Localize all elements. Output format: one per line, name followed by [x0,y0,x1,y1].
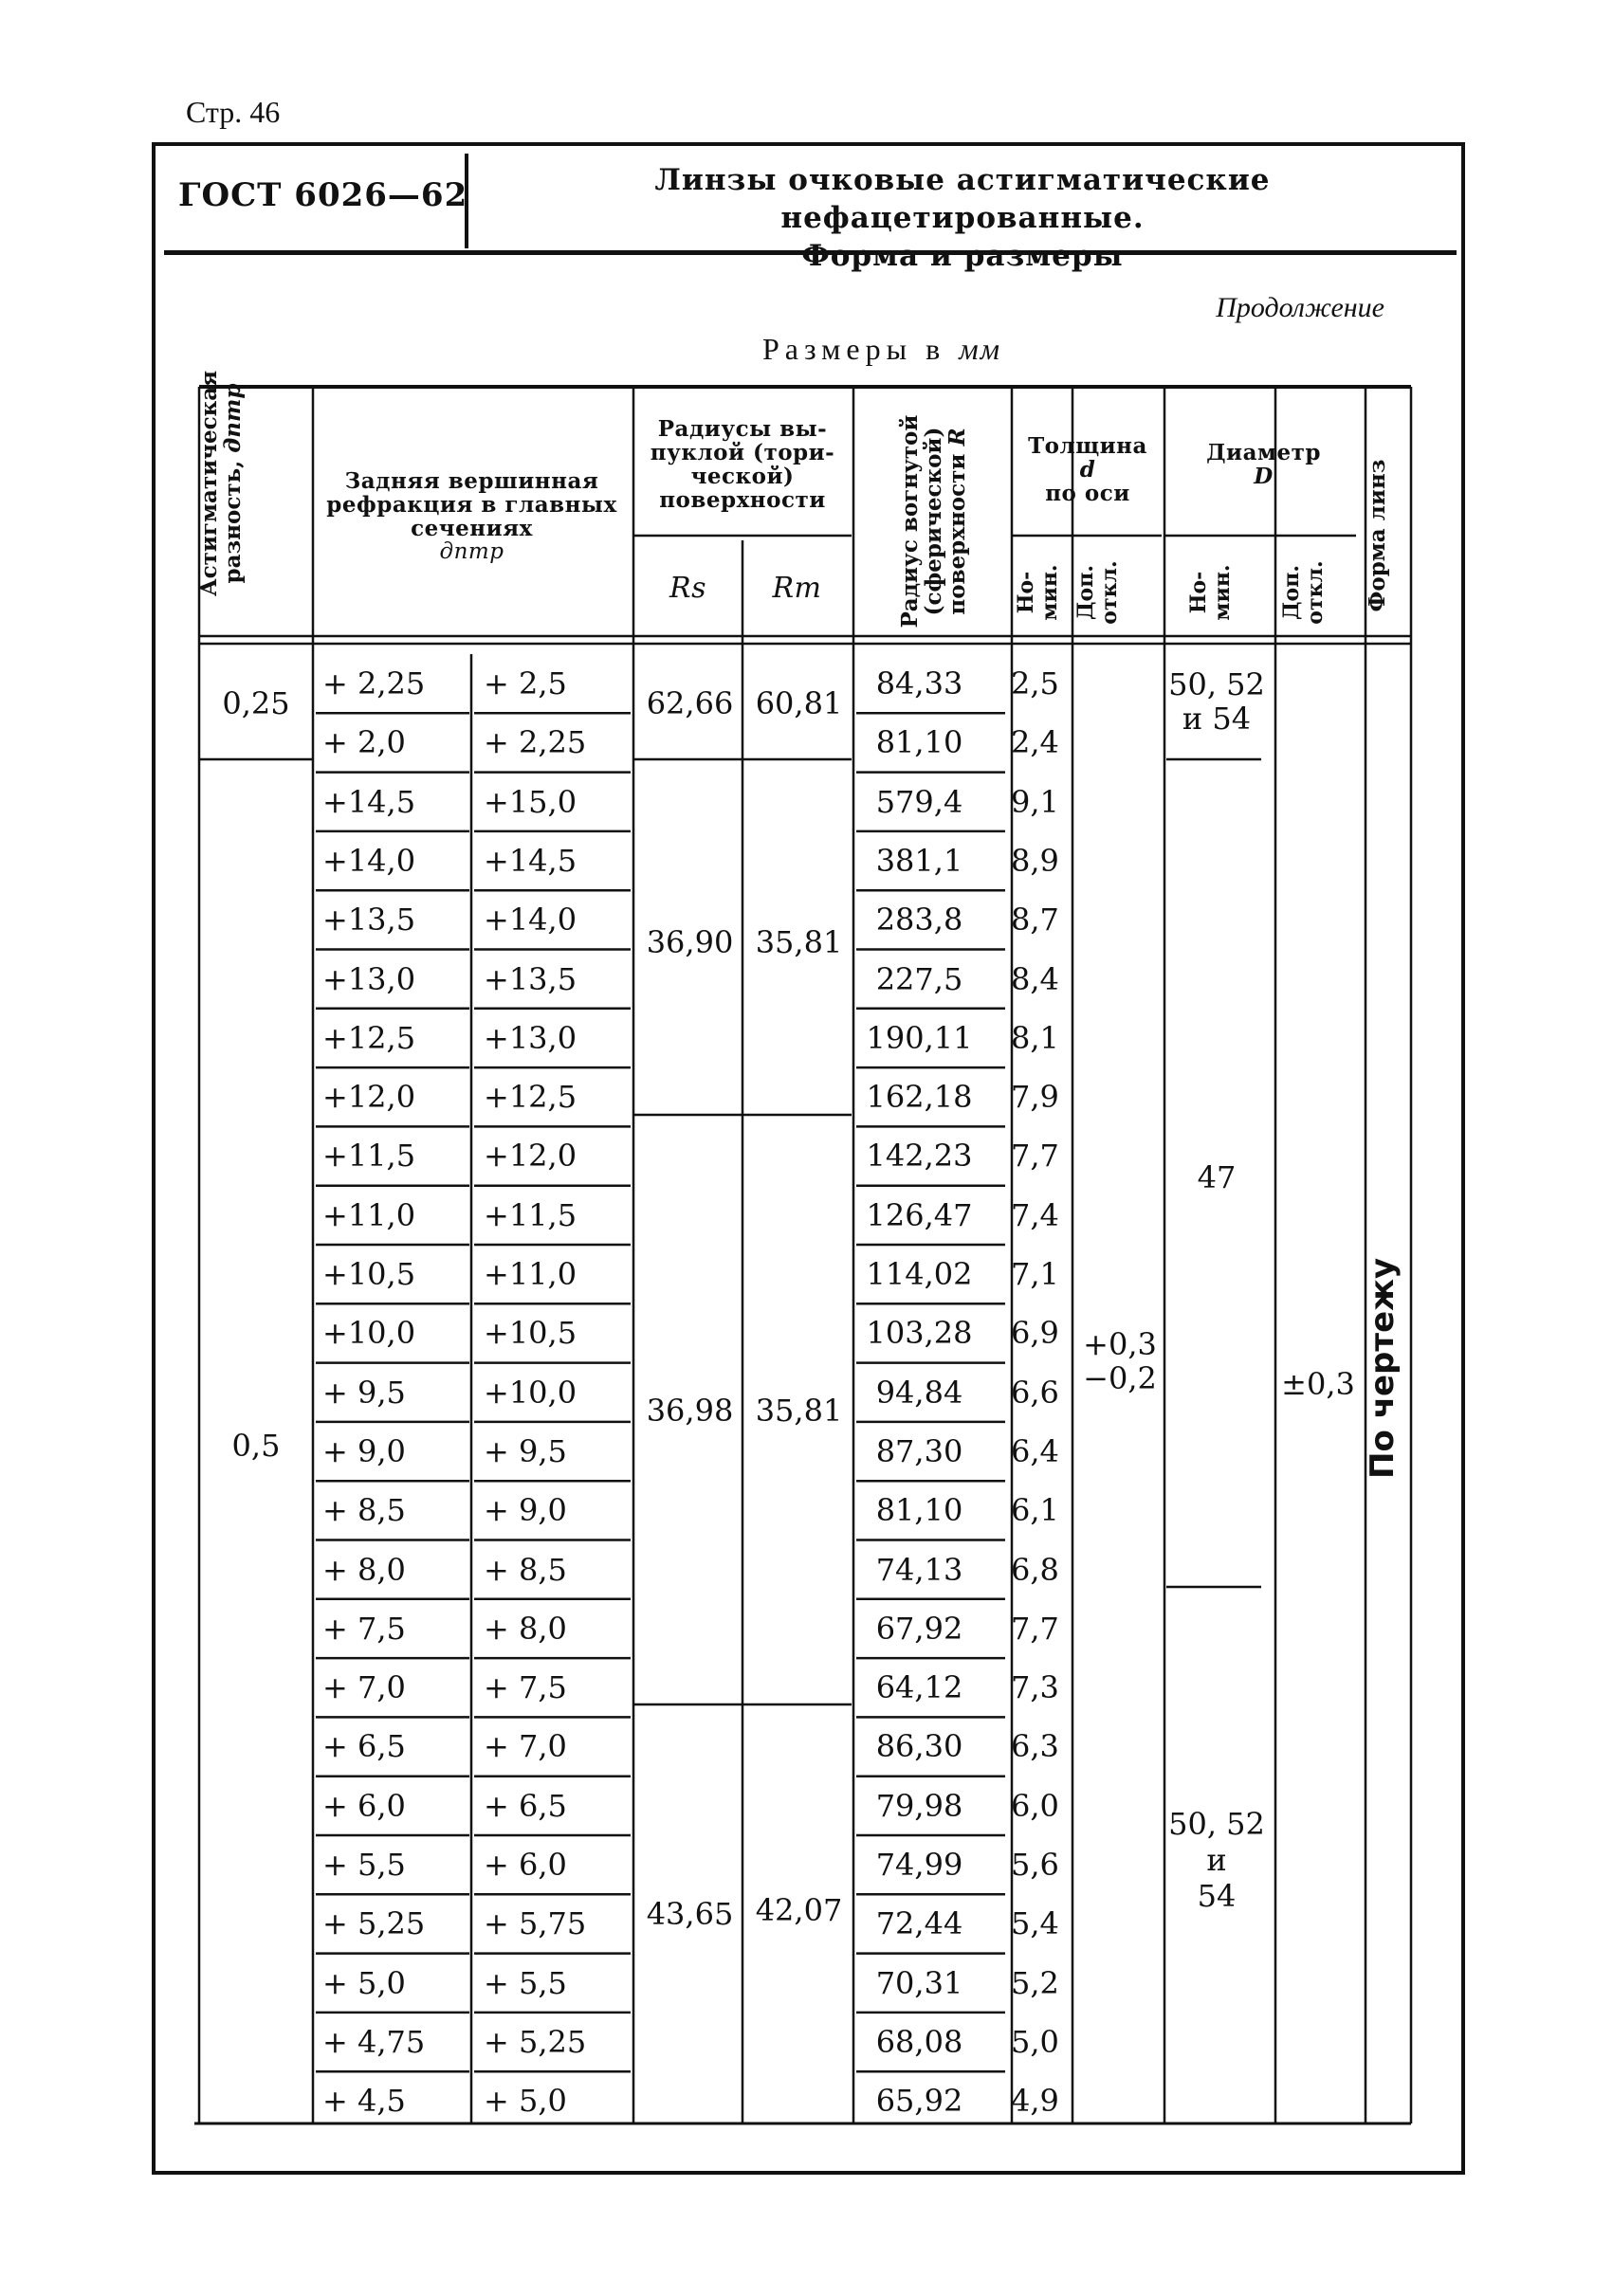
cell-thickness-22: 5,2 [1011,1964,1059,2001]
cell-concave-radius-6: 190,11 [866,1019,973,1056]
cell-thickness-20: 5,6 [1011,1847,1059,1883]
cell-thickness-8: 7,7 [1011,1138,1059,1175]
cell-concave-radius-12: 94,84 [875,1374,963,1411]
cell-thickness-18: 6,3 [1011,1728,1059,1765]
header-astig-line2: разность, [220,460,246,584]
cell-refraction-1-0: + 2,25 [322,665,426,702]
cell-refraction-1-13: + 9,0 [322,1432,406,1469]
header-refr-line1: Задняя вершинная [344,468,599,494]
cell-refraction-1-3: +14,0 [322,842,416,879]
cell-refraction-2-7: +12,5 [484,1079,577,1116]
header-astigmatism [197,365,283,602]
cell-thickness-14: 6,1 [1011,1492,1059,1529]
cell-refraction-2-17: + 7,5 [484,1669,567,1706]
cell-thickness-19: 6,0 [1011,1787,1059,1824]
header-thick-tolerance: Доп. откл. [1073,560,1122,625]
header-refr-unit: дптр [439,539,504,564]
cell-refraction-2-13: + 9,5 [484,1432,567,1469]
astig-value-1: 0,5 [231,1428,281,1464]
header-refraction [313,446,631,588]
header-radii-line4: поверхности [659,487,826,513]
cell-refraction-2-18: + 7,0 [484,1728,567,1765]
cell-thickness-4: 8,7 [1011,902,1059,938]
cell-thickness-15: 6,8 [1011,1551,1059,1588]
cell-concave-radius-19: 79,98 [875,1787,963,1824]
cell-refraction-2-4: +14,0 [484,902,577,938]
header-thick-line1: Толщина [1028,432,1147,459]
cell-refraction-2-1: + 2,25 [484,724,587,761]
header-thickness [1012,408,1164,531]
cell-thickness-23: 5,0 [1011,2023,1059,2060]
cell-concave-radius-3: 381,1 [875,842,963,879]
cell-concave-radius-13: 87,30 [875,1432,963,1469]
cell-concave-radius-10: 114,02 [866,1256,973,1292]
cell-thickness-13: 6,4 [1011,1432,1059,1469]
cell-refraction-2-6: +13,0 [484,1019,577,1056]
cell-thickness-3: 8,9 [1011,842,1059,879]
cell-refraction-1-16: + 7,5 [322,1610,406,1647]
cell-refraction-2-24: + 5,0 [484,2083,567,2120]
cell-refraction-2-14: + 9,0 [484,1492,567,1529]
cell-thickness-16: 7,7 [1011,1610,1059,1647]
header-refr-line2: рефракция в главных [326,492,617,518]
cell-refraction-2-5: +13,5 [484,960,577,997]
cell-refraction-2-12: +10,0 [484,1374,577,1411]
diameter-tolerance: ±0,3 [1281,1366,1355,1402]
cell-refraction-1-21: + 5,25 [322,1905,426,1942]
cell-refraction-2-22: + 5,5 [484,1964,567,2001]
cell-refraction-1-7: +12,0 [322,1079,416,1116]
header-diam-line1: Диаметр [1206,440,1321,465]
cell-refraction-2-0: + 2,5 [484,665,567,702]
header-radii-line1: Радиусы вы- [657,416,828,442]
cell-concave-radius-1: 81,10 [875,724,963,761]
title-line-2: Форма и размеры [801,239,1124,273]
cell-thickness-24: 4,9 [1011,2083,1059,2120]
header-thick-nominal: Но- мин. [1014,564,1062,621]
cell-refraction-1-20: + 5,5 [322,1847,406,1883]
header-concave-line3: поверхности [944,453,970,615]
header-radii-line2: пуклой (тори- [650,440,835,465]
rs-value-1: 36,90 [646,924,734,960]
cell-concave-radius-5: 227,5 [875,960,963,997]
cell-concave-radius-24: 65,92 [875,2083,963,2120]
cell-concave-radius-17: 64,12 [875,1669,963,1706]
cell-concave-radius-9: 126,47 [866,1196,973,1233]
header-rs: Rs [669,571,706,605]
cell-thickness-9: 7,4 [1011,1196,1059,1233]
rs-value-3: 43,65 [646,1896,734,1932]
cell-refraction-1-2: +14,5 [322,783,416,820]
cell-refraction-1-15: + 8,0 [322,1551,406,1588]
cell-thickness-17: 7,3 [1011,1669,1059,1706]
cell-thickness-0: 2,5 [1011,665,1059,702]
header-rm: Rm [772,571,822,605]
header-concave-line2: (сферической) [921,427,946,616]
cell-concave-radius-16: 67,92 [875,1610,963,1647]
cell-concave-radius-21: 72,44 [875,1905,963,1942]
header-diam-sym: D [1254,464,1274,489]
header-astig-line1: Астигматическая [196,370,222,597]
cell-refraction-1-11: +10,0 [322,1315,416,1352]
cell-refraction-1-17: + 7,0 [322,1669,406,1706]
cell-concave-radius-2: 579,4 [875,783,963,820]
cell-refraction-2-16: + 8,0 [484,1610,567,1647]
sizes-prefix: Размеры в [761,332,946,366]
cell-refraction-1-23: + 4,75 [322,2023,426,2060]
cell-refraction-2-9: +11,5 [484,1196,577,1233]
cell-concave-radius-8: 142,23 [866,1138,973,1175]
cell-refraction-1-12: + 9,5 [322,1374,406,1411]
header-thick-line3: по оси [1045,480,1130,506]
header-astig-unit: дптр [220,383,246,453]
cell-refraction-1-9: +11,0 [322,1196,416,1233]
rm-value-3: 42,07 [755,1892,843,1928]
rm-value-0: 60,81 [755,685,843,721]
cell-refraction-1-18: + 6,5 [322,1728,406,1765]
cell-thickness-1: 2,4 [1011,724,1059,761]
cell-thickness-7: 7,9 [1011,1079,1059,1116]
cell-refraction-2-11: +10,5 [484,1315,577,1352]
rs-value-2: 36,98 [646,1393,734,1429]
header-diameter [1166,417,1361,512]
cell-refraction-2-8: +12,0 [484,1138,577,1175]
cell-concave-radius-15: 74,13 [875,1551,963,1588]
cell-refraction-2-21: + 5,75 [484,1905,587,1942]
header-refr-line3: сечениях [411,516,533,541]
cell-refraction-2-20: + 6,0 [484,1847,567,1883]
header-concave-radius [898,398,993,645]
cell-refraction-1-6: +12,5 [322,1019,416,1056]
cell-concave-radius-23: 68,08 [875,2023,963,2060]
rs-value-0: 62,66 [646,685,734,721]
cell-refraction-1-14: + 8,5 [322,1492,406,1529]
header-concave-sym: R [944,428,970,446]
cell-thickness-2: 9,1 [1011,783,1059,820]
header-diam-nominal: Но- мин. [1186,564,1235,621]
cell-concave-radius-0: 84,33 [875,665,963,702]
cell-refraction-1-19: + 6,0 [322,1787,406,1824]
thickness-tolerance: +0,3 −0,2 [1083,1326,1157,1396]
continuation-label: Продолжение [1216,292,1384,323]
cell-refraction-2-3: +14,5 [484,842,577,879]
cell-refraction-2-23: + 5,25 [484,2023,587,2060]
rm-value-2: 35,81 [755,1393,843,1429]
cell-refraction-2-19: + 6,5 [484,1787,567,1824]
cell-refraction-1-24: + 4,5 [322,2083,406,2120]
header-radii-line3: ческой) [690,464,795,489]
cell-thickness-10: 7,1 [1011,1256,1059,1292]
rm-value-1: 35,81 [755,924,843,960]
cell-refraction-1-22: + 5,0 [322,1964,406,2001]
cell-refraction-2-2: +15,0 [484,783,577,820]
header-radii [633,403,852,526]
cell-refraction-1-8: +11,5 [322,1138,416,1175]
header-lens-shape: Форма линз [1365,459,1390,612]
cell-refraction-1-1: + 2,0 [322,724,406,761]
cell-thickness-6: 8,1 [1011,1019,1059,1056]
astig-value-0: 0,25 [222,685,290,721]
cell-refraction-1-10: +10,5 [322,1256,416,1292]
cell-refraction-1-4: +13,5 [322,902,416,938]
cell-concave-radius-18: 86,30 [875,1728,963,1765]
diameter-value-2: 50, 52 и 54 [1168,1806,1265,1914]
header-concave-line1: Радиус вогнутой [897,414,923,629]
cell-refraction-2-10: +11,0 [484,1256,577,1292]
page-number: Стр. 46 [186,95,281,129]
cell-thickness-12: 6,6 [1011,1374,1059,1411]
cell-concave-radius-4: 283,8 [875,902,963,938]
cell-concave-radius-11: 103,28 [866,1315,973,1352]
cell-thickness-11: 6,9 [1011,1315,1059,1352]
cell-thickness-21: 5,4 [1011,1905,1059,1942]
diameter-value-1: 47 [1197,1159,1237,1195]
sizes-unit: мм [959,332,1002,366]
diameter-value-0: 50, 52 и 54 [1168,666,1265,737]
cell-concave-radius-14: 81,10 [875,1492,963,1529]
cell-refraction-2-15: + 8,5 [484,1551,567,1588]
cell-concave-radius-20: 74,99 [875,1847,963,1883]
lens-shape-value: По чертежу [1364,1257,1402,1479]
title-line-1: Линзы очковые астигматические нефацетированные. [654,163,1271,235]
header-thick-sym: d [1079,456,1096,483]
cell-concave-radius-22: 70,31 [875,1964,963,2001]
cell-concave-radius-7: 162,18 [866,1079,973,1116]
standard-number: ГОСТ 6026—62 [178,176,468,214]
cell-refraction-1-5: +13,0 [322,960,416,997]
header-diam-tolerance: Доп. откл. [1279,560,1328,625]
cell-thickness-5: 8,4 [1011,960,1059,997]
